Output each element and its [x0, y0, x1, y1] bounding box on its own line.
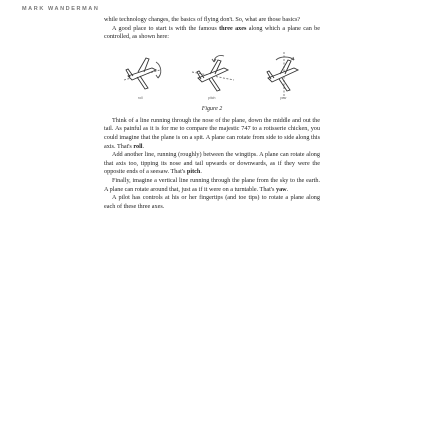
- paragraph-controls: A pilot has controls at his or her fingertips (and toe tips) to rotate a plane along each of these three axes.: [104, 194, 320, 210]
- text-span: .: [142, 142, 145, 150]
- text-span: .: [286, 185, 289, 193]
- text-span: along which a plane can be controlled, as shown here:: [104, 24, 320, 41]
- text-span: A good place to start is with the famous: [112, 24, 220, 32]
- page-body: [104, 16, 320, 211]
- paragraph-axes: [104, 25, 320, 42]
- text-span: .: [200, 168, 202, 176]
- paragraph-pitch: [104, 151, 320, 177]
- yaw-plane-illustration: [258, 50, 308, 100]
- figure-caption: Figure 2: [201, 105, 223, 112]
- text-span: Add another line, running (roughly) between the wingtips. A plane can rotate along that axis too, tipping its nose and tail upwards or downwards, as if they were the opposite ends of a seesaw. That's: [104, 151, 320, 176]
- roll-plane-illustration: [118, 50, 166, 100]
- bold-term: yaw: [275, 185, 287, 193]
- pitch-label: pitch: [208, 95, 216, 100]
- bold-term: roll: [133, 142, 143, 150]
- text-span: Think of a line running through the nose of the plane, down the middle and out the tail. As painful as it is for me to compare the majestic 747 to a rotisserie chicken, you could imagine that the plane is on a spit. A plane can rotate from side to side along this axis. That's: [104, 116, 320, 150]
- paragraph-intro: while technology changes, the basics of flying don't. So, what are those basics?: [104, 16, 301, 23]
- running-header: MARK WANDERMAN: [22, 6, 100, 12]
- text-span: Finally, imagine a vertical line running through the plane from the sky to the earth. A plane can rotate around that, just as if it were on a turntable. That's: [104, 176, 320, 193]
- paragraph-yaw: [104, 177, 320, 194]
- paragraph-roll: [104, 117, 320, 151]
- axes-figure: [104, 48, 320, 104]
- pitch-plane-illustration: [188, 50, 238, 100]
- bold-term: three axes: [219, 24, 247, 32]
- yaw-label: yaw: [280, 95, 287, 100]
- bold-term: pitch: [186, 168, 201, 176]
- roll-label: roll: [138, 95, 143, 100]
